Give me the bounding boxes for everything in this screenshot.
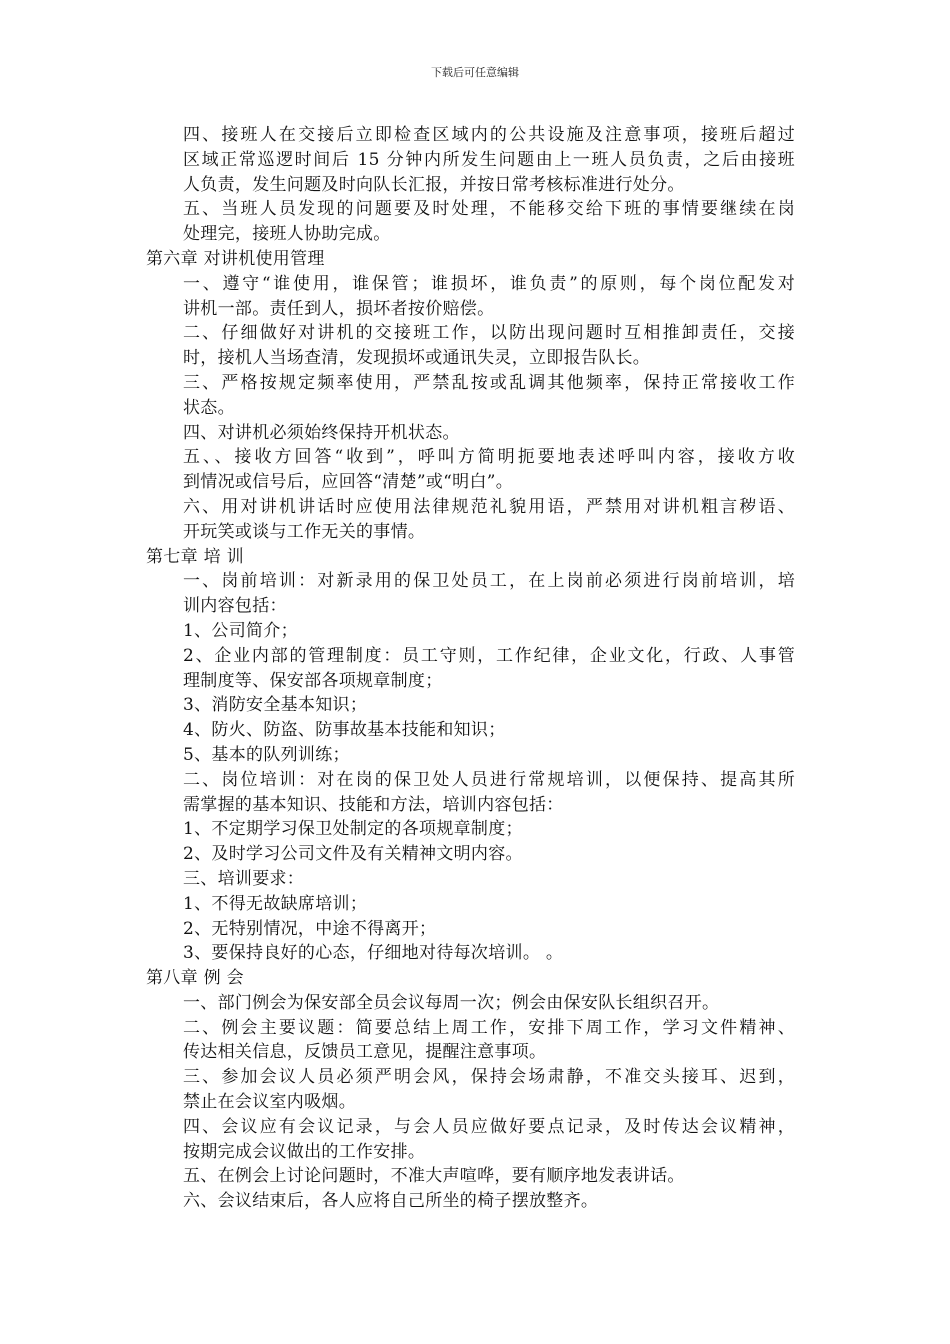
line-text: 二、岗位培训：对在岗的保卫处人员进行常规培训，以便保持、提高其所	[183, 769, 795, 790]
document-body	[0, 123, 950, 1214]
chapter-heading	[0, 247, 950, 272]
paragraph-line	[0, 569, 950, 594]
line-text: 2、企业内部的管理制度：员工守则，工作纪律，企业文化，行政、人事管	[183, 645, 795, 666]
line-text: 四、对讲机必须始终保持开机状态。	[183, 422, 460, 443]
line-text: 1、公司简介；	[183, 620, 298, 641]
paragraph-line	[0, 1189, 950, 1214]
chapter-heading	[0, 545, 950, 570]
paragraph-line	[0, 123, 950, 148]
line-text: 按期完成会议做出的工作安排。	[183, 1141, 426, 1162]
paragraph-line	[0, 197, 950, 222]
paragraph-line	[0, 941, 950, 966]
paragraph-line	[0, 644, 950, 669]
paragraph-line	[0, 594, 950, 619]
paragraph-line	[0, 693, 950, 718]
paragraph-line	[0, 1090, 950, 1115]
paragraph-line	[0, 1115, 950, 1140]
line-text: 理制度等、保安部各项规章制度；	[183, 670, 443, 691]
line-text: 到情况或信号后，应回答“清楚”或“明白”。	[183, 472, 514, 493]
line-text: 五、、接收方回答“收到”，呼叫方简明扼要地表述呼叫内容，接收方收	[183, 447, 795, 468]
line-text: 5、基本的队列训练；	[183, 744, 350, 765]
paragraph-line	[0, 371, 950, 396]
line-text: 1、不定期学习保卫处制定的各项规章制度；	[183, 819, 523, 840]
line-text: 二、仔细做好对讲机的交接班工作，以防出现问题时互相推卸责任，交接	[183, 323, 795, 344]
line-text: 第七章 培 训	[146, 546, 244, 567]
line-text: 三、培训要求：	[183, 868, 305, 889]
paragraph-line	[0, 272, 950, 297]
line-text: 一、遵守“谁使用，谁保管；谁损坏，谁负责”的原则，每个岗位配发对	[183, 273, 795, 294]
line-text: 人负责，发生问题及时向队长汇报，并按日常考核标准进行处分。	[183, 174, 685, 195]
paragraph-line	[0, 1065, 950, 1090]
paragraph-line	[0, 495, 950, 520]
line-text: 五、在例会上讨论问题时，不准大声喧哗，要有顺序地发表讲话。	[183, 1166, 685, 1187]
line-text: 二、例会主要议题：简要总结上周工作，安排下周工作，学习文件精神、	[183, 1017, 795, 1038]
line-text: 开玩笑或谈与工作无关的事情。	[183, 521, 426, 542]
paragraph-line	[0, 1040, 950, 1065]
paragraph-line	[0, 396, 950, 421]
paragraph-line	[0, 793, 950, 818]
line-text: 一、部门例会为保安部全员会议每周一次；例会由保安队长组织召开。	[183, 992, 720, 1013]
paragraph-line	[0, 297, 950, 322]
line-text: 四、会议应有会议记录，与会人员应做好要点记录，及时传达会议精神，	[183, 1116, 795, 1137]
line-text: 禁止在会议室内吸烟。	[183, 1092, 356, 1113]
line-text: 三、参加会议人员必须严明会风，保持会场肃静，不准交头接耳、迟到，	[183, 1067, 795, 1088]
line-text: 需掌握的基本知识、技能和方法，培训内容包括：	[183, 794, 564, 815]
paragraph-line	[0, 173, 950, 198]
paragraph-line	[0, 768, 950, 793]
paragraph-line	[0, 619, 950, 644]
paragraph-line	[0, 222, 950, 247]
paragraph-line	[0, 1164, 950, 1189]
page-header: 下载后可任意编辑	[431, 66, 519, 79]
line-text: 训内容包括：	[183, 596, 287, 617]
line-text: 五、当班人员发现的问题要及时处理，不能移交给下班的事情要继续在岗	[183, 199, 795, 220]
paragraph-line	[0, 669, 950, 694]
line-text: 时，接机人当场查清，发现损坏或通讯失灵，立即报告队长。	[183, 348, 651, 369]
line-text: 3、要保持良好的心态，仔细地对待每次培训。 。	[183, 943, 564, 964]
line-text: 六、用对讲机讲话时应使用法律规范礼貌用语，严禁用对讲机粗言秽语、	[183, 496, 795, 517]
line-text: 区域正常巡逻时间后 15 分钟内所发生问题由上一班人员负责，之后由接班	[183, 149, 795, 170]
line-text: 状态。	[183, 397, 235, 418]
paragraph-line	[0, 892, 950, 917]
paragraph-line	[0, 743, 950, 768]
paragraph-line	[0, 917, 950, 942]
paragraph-line	[0, 445, 950, 470]
line-text: 2、及时学习公司文件及有关精神文明内容。	[183, 844, 523, 865]
paragraph-line	[0, 520, 950, 545]
line-text: 1、不得无故缺席培训；	[183, 893, 368, 914]
line-text: 六、会议结束后，各人应将自己所坐的椅子摆放整齐。	[183, 1191, 599, 1212]
line-text: 三、严格按规定频率使用，严禁乱按或乱调其他频率，保持正常接收工作	[183, 372, 795, 393]
paragraph-line	[0, 842, 950, 867]
paragraph-line	[0, 421, 950, 446]
line-text: 一、岗前培训：对新录用的保卫处员工，在上岗前必须进行岗前培训，培	[183, 571, 795, 592]
line-text: 3、消防安全基本知识；	[183, 695, 368, 716]
paragraph-line	[0, 1016, 950, 1041]
paragraph-line	[0, 1140, 950, 1165]
paragraph-line	[0, 867, 950, 892]
line-text: 四、接班人在交接后立即检查区域内的公共设施及注意事项，接班后超过	[183, 125, 795, 145]
chapter-heading	[0, 966, 950, 991]
line-text: 2、无特别情况，中途不得离开；	[183, 918, 437, 939]
line-text: 讲机一部。责任到人，损坏者按价赔偿。	[183, 298, 495, 319]
line-text: 4、防火、防盗、防事故基本技能和知识；	[183, 720, 506, 741]
paragraph-line	[0, 470, 950, 495]
paragraph-line	[0, 148, 950, 173]
paragraph-line	[0, 346, 950, 371]
line-text: 第六章 对讲机使用管理	[146, 248, 325, 269]
paragraph-line	[0, 991, 950, 1016]
paragraph-line	[0, 718, 950, 743]
line-text: 第八章 例 会	[146, 968, 244, 989]
line-text: 处理完，接班人协助完成。	[183, 224, 391, 245]
paragraph-line	[0, 321, 950, 346]
paragraph-line	[0, 817, 950, 842]
line-text: 传达相关信息，反馈员工意见，提醒注意事项。	[183, 1042, 547, 1063]
